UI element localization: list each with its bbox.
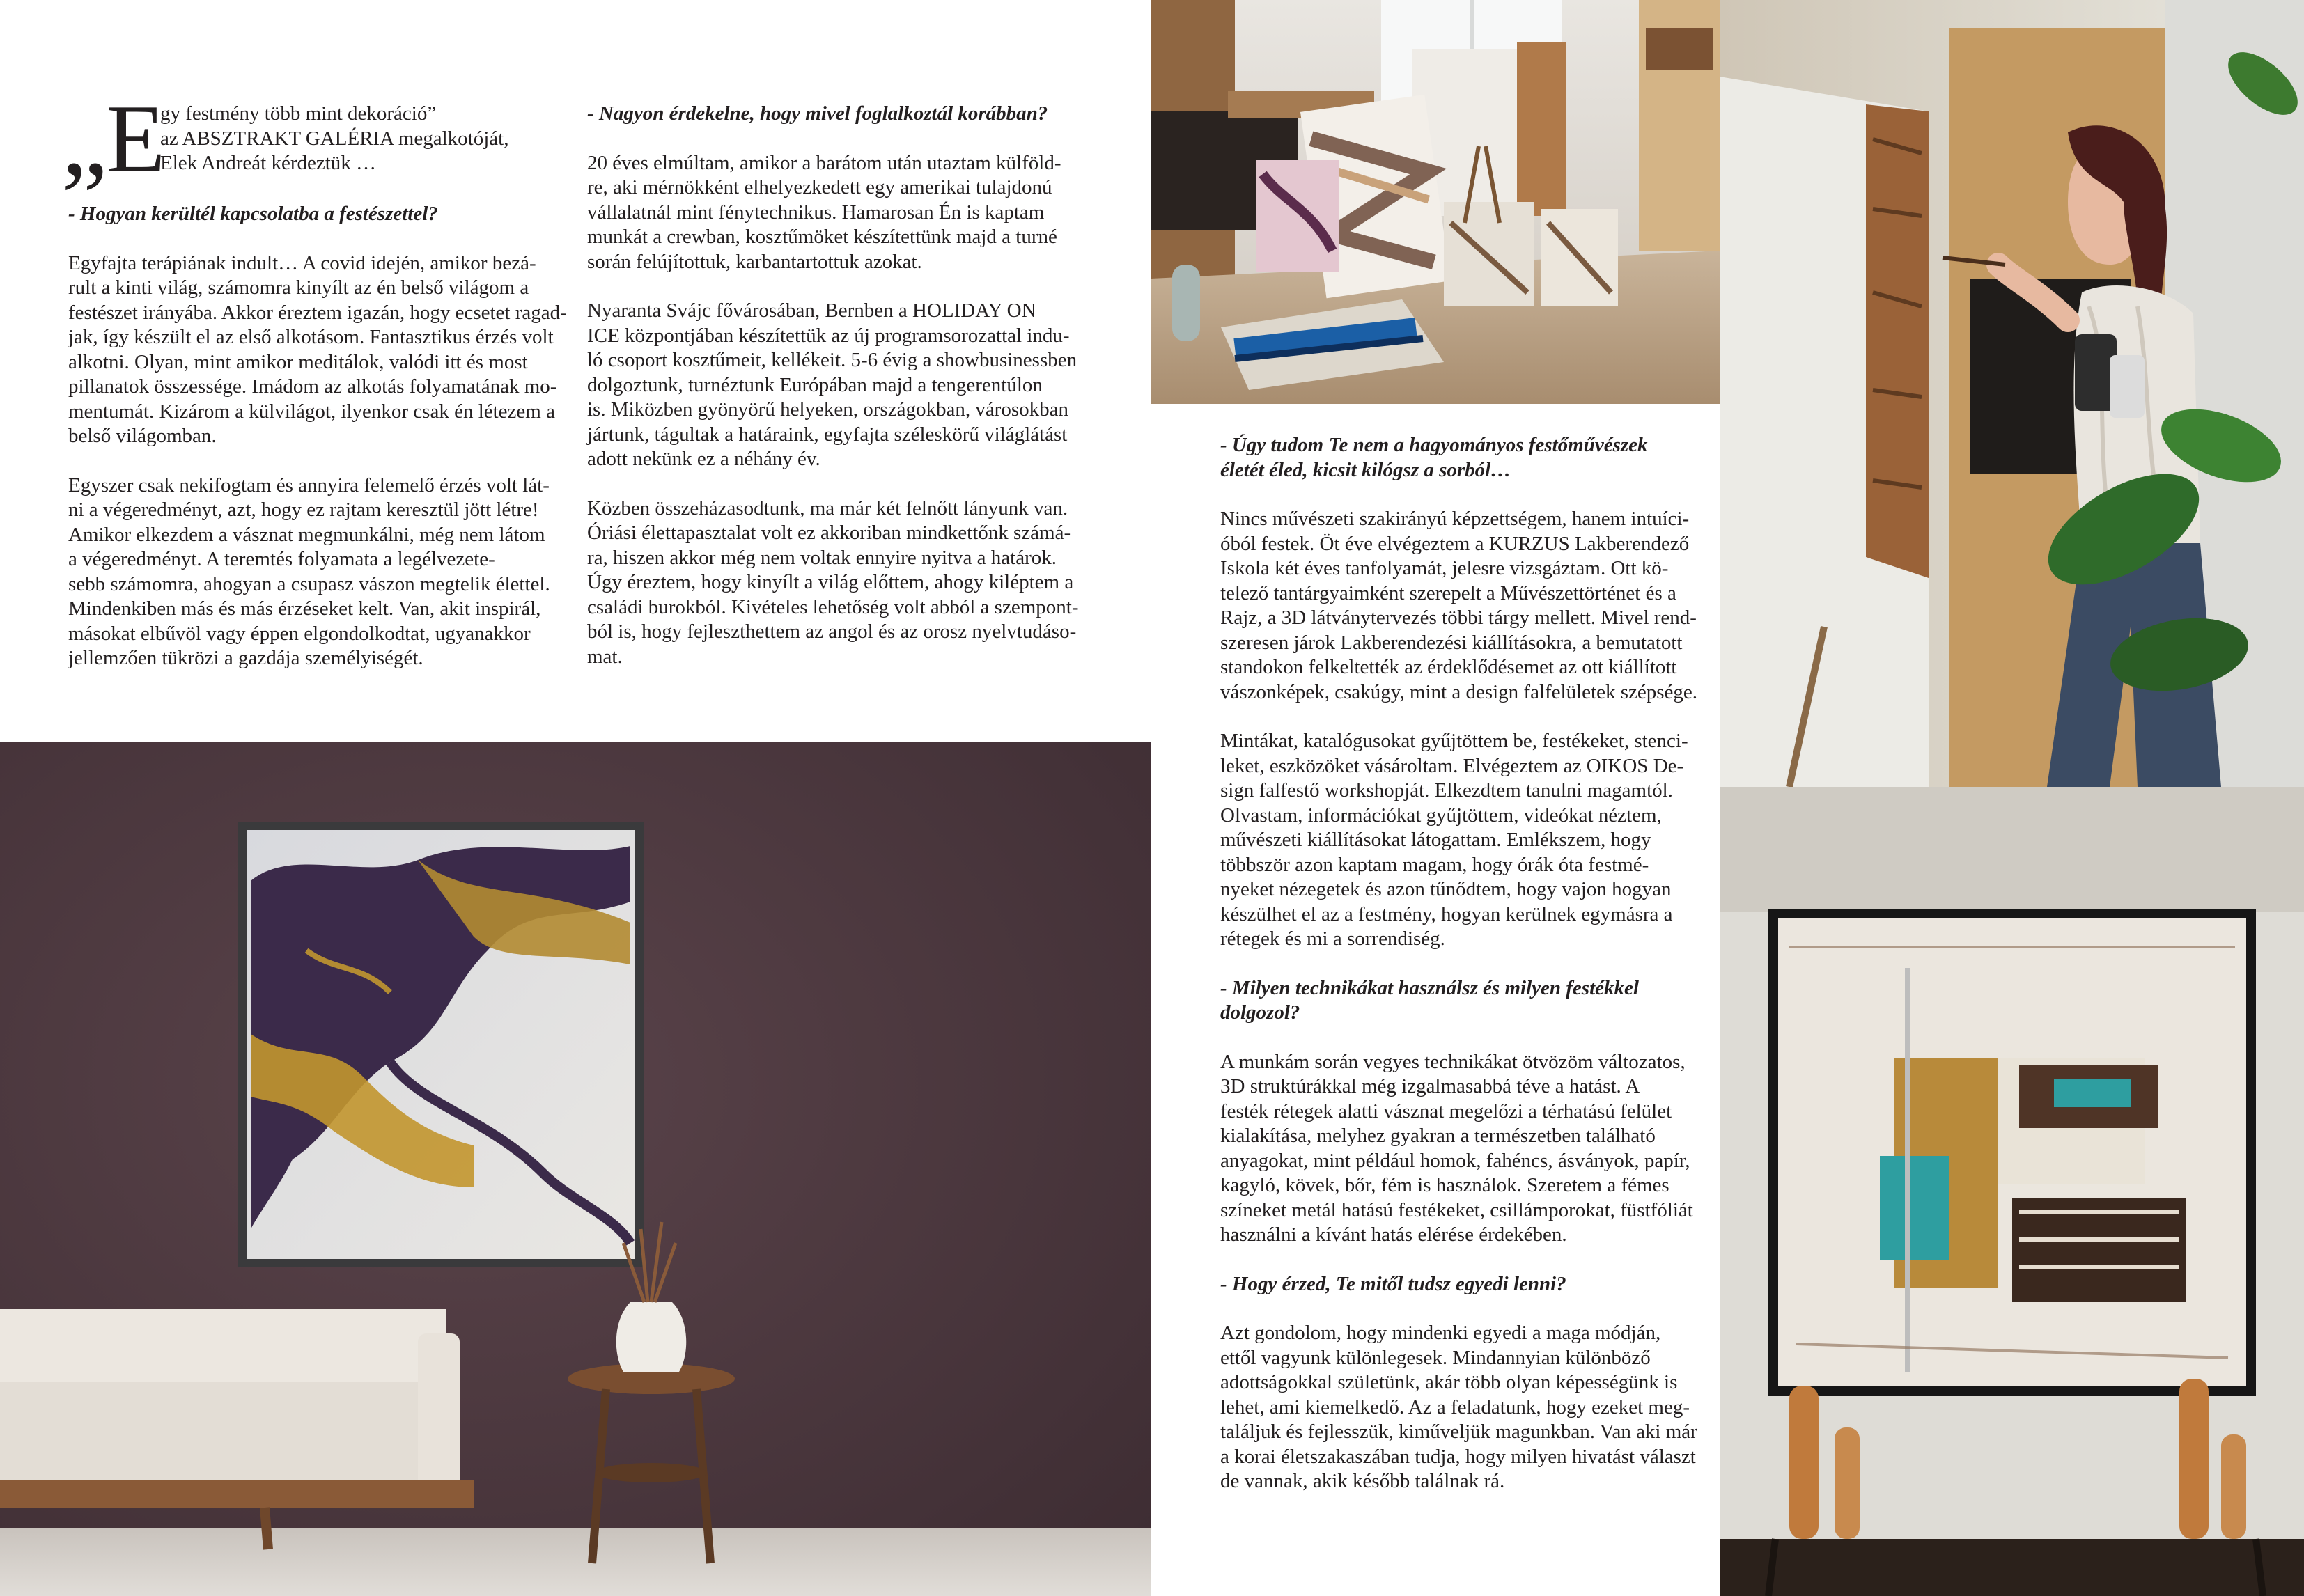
intro-lines: gy festmény több mint dekoráció” az ABSZTRAKT GALÉRIA megalkotóját, Elek Andreát kérdeztük … bbox=[160, 102, 509, 174]
intro-initial-letter: E bbox=[106, 85, 166, 193]
paragraph: Egyfajta terápiának indult… A covid idején, amikor bezá- rult a kinti világ, számomra kinyílt az én belső világom a festészet irányába. Akkor éreztem igazán, hogy ecsetet ragad- jak, így készült el az első alkotásom. Fantasztikus érzés volt alkotni. Olyan, mint amikor meditálok, valódi itt és most pillanatok összessége. Imádom az alkotás folyamatának mo- mentumát. Kizárom a külvilágot, ilyenkor csak én létezem a belső világomban. bbox=[68, 251, 567, 447]
paragraph: Közben összeházasodtunk, ma már két felnőtt lányunk van. Óriási élettapasztalat volt ez akkoriban mindkettőnk számá- ra, hiszen akkor még nem voltak ennyire nyitva a határok. Úgy éreztem, hogy kinyílt a világ előttem, ahogy kiléptem a családi burokból. Kivételes lehetőség volt abból a szempont- ból is, hogy fejleszthettem az angol és az orosz nyelvtudáso- mat. bbox=[587, 496, 1079, 668]
question-4: - Milyen technikákat használsz és milyen festékkel dolgozol? bbox=[1220, 976, 1639, 1024]
paragraph: Nincs művészeti szakirányú képzettségem, hanem intuíci- óból festek. Öt éve elvégeztem a KURZUS Lakberendező Iskola két éves tanfolyamát, jelesre vizsgáztam. Ott kö- telező tantárgyaimként szerepelt a Művészettörténet és a Rajz, a 3D látványtervezés többi tárgy mellett. Mivel rend- szeresen járok Lakberendezési kiállításokra, a bemutatott standokon felkeltették az érdeklődésemet az ott kiállított vászonképek, csakúgy, mint a design falfelületek szépsége. bbox=[1220, 508, 1698, 703]
question-5: - Hogy érzed, Te mitől tudsz egyedi lenni? bbox=[1220, 1272, 1566, 1295]
painter-photo bbox=[1720, 0, 2304, 787]
paragraph: 20 éves elmúltam, amikor a barátom után utaztam külföld- re, aki mérnökként elhelyezkedett egy amerikai tulajdonú vállalatnál mint fénytechnikus. Hamarosan Én is kaptam munkát a crewban, kosztűmöket készítettünk majd a turné során felújítottuk, karbantartottuk azokat. bbox=[587, 151, 1061, 273]
paragraph: A munkám során vegyes technikákat ötvözöm változatos, 3D struktúrákkal még izgalmasabbá téve a hatást. A festék rétegek alatti vásznat megelőzi a térhatású felület kialakítása, melyhez gyakran a természetben található anyagokat, mint például homok, fahéncs, ásványok, papír, kagyló, kövek, bőr, fém is használok. Szeretem a fémes színeket metál hatású festékeket, csillámporokat, füstfóliát használni a kívánt hatás elérése érdekében. bbox=[1220, 1050, 1693, 1246]
living-room-photo bbox=[0, 742, 1151, 1596]
column-2 bbox=[587, 102, 1096, 694]
paragraph: Mintákat, katalógusokat gyűjtöttem be, festékeket, stenci- leket, eszközöket vásároltam. Elvégeztem az OIKOS De- sign falfestő workshopját. Elkezdtem tanulni magamtól. Olvastam, információkat gyűjtöttem, videókat néztem, művészeti kiállításokat látogattam. Emlékszem, hogy többször azon kaptam magam, hogy órák óta festmé- nyeket nézegetek és azon tűnődtem, hogy vajon hogyan készülhet el az a festmény, hogyan kerülnek egymásra a rétegek és mi a sorrendiség. bbox=[1220, 730, 1688, 950]
paragraph: Azt gondolom, hogy mindenki egyedi a maga módján, ettől vagyunk különlegesek. Mindannyian különböző adottságokkal születünk, akár több olyan képességünk is lehet, ami kiemelkedő. Az a feladatunk, hogy ezeket meg- találjuk és fejlesszük, kiműveljük magunkban. Van aki már a korai életszakaszában tudja, hogy milyen hivatást választ de vannak, akik később találnak rá. bbox=[1220, 1322, 1697, 1492]
question-3: - Úgy tudom Te nem a hagyományos festőművészek életét éled, kicsit kilógsz a sorból… bbox=[1220, 434, 1648, 481]
intro-quote-mark: „ bbox=[61, 81, 108, 197]
paragraph: Egyszer csak nekifogtam és annyira felemelő érzés volt lát- ni a végeredményt, azt, hogy ez rajtam keresztül jött létre! Amikor elkezdem a vásznat megmunkálni, még nem látom a végeredményt. A teremtés folyamata a legélvezete- sebb számomra, ahogyan a csupasz vászon megtelik élettel. Mindenkiben más és más érzéseket kelt. Van, akit inspirál, másokat elbűvöl vagy éppen elgondolkodtat, ugyanakkor jellemzően tükrözi a gazdája személyiségét. bbox=[68, 474, 550, 669]
column-3 bbox=[1220, 433, 1708, 1519]
question-1: - Hogyan kerültél kapcsolatba a festészettel? bbox=[68, 203, 438, 225]
column-1 bbox=[68, 202, 570, 696]
studio-photo bbox=[1151, 0, 1720, 404]
paragraph: Nyaranta Svájc fővárosában, Bernben a HOLIDAY ON ICE központjában készítettük az új programsorozattal indu- ló csoport kosztűmeit, kellékeit. 5-6 évig a showbusinessben dolgoztunk, turnéztunk Európában majd a tengerentúlon is. Miközben gyönyörű helyeken, országokban, városokban jártunk, tágultak a határaink, egyfajta széleskörű világlátást adott nekünk ez a néhány év. bbox=[587, 299, 1077, 470]
abstract-painting-photo bbox=[1720, 787, 2304, 1596]
question-2: - Nagyon érdekelne, hogy mivel foglalkoztál korábban? bbox=[587, 102, 1048, 125]
